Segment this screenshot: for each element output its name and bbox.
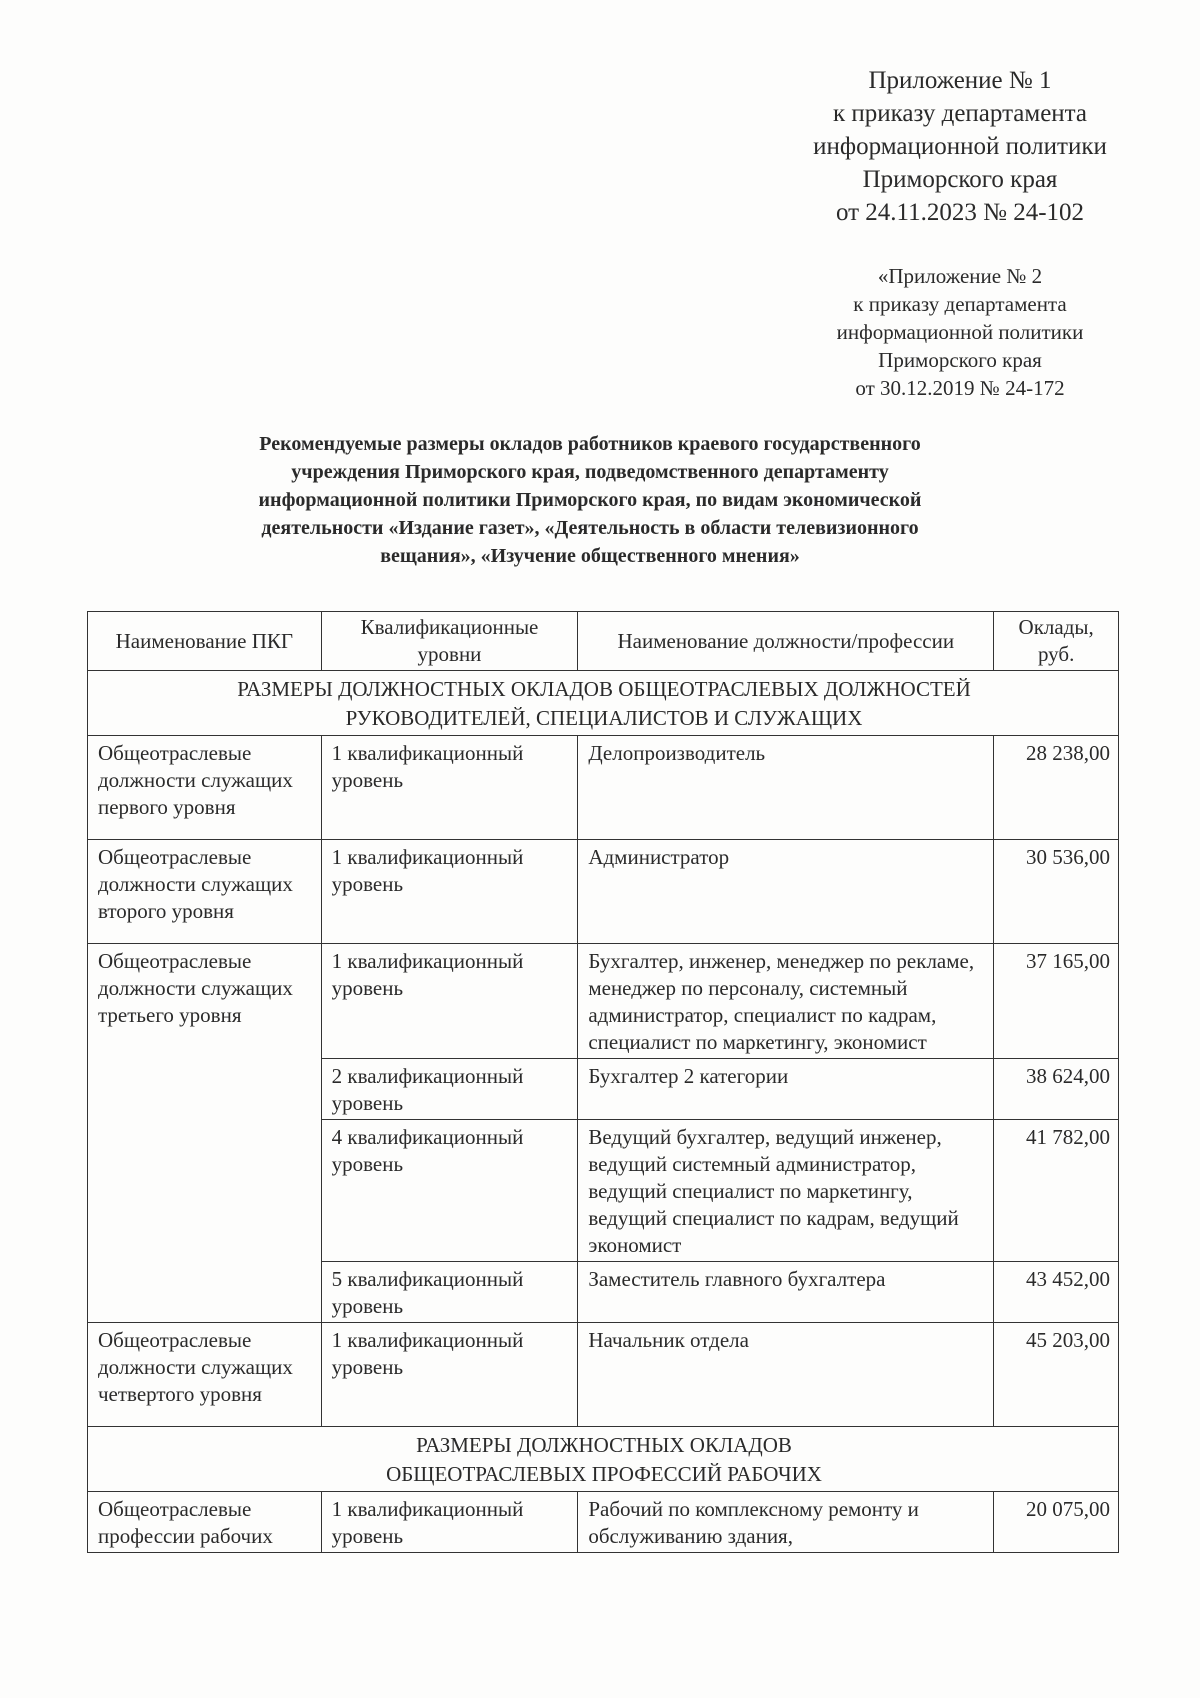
appendix-1-line: Приложение № 1	[868, 67, 1052, 94]
header-position: Наименование должности/профессии	[578, 612, 994, 671]
appendix-1-header	[780, 64, 1140, 229]
section-2-line: РАЗМЕРЫ ДОЛЖНОСТНЫХ ОКЛАДОВ	[416, 1433, 792, 1457]
level-cell: 5 квалификационный уровень	[321, 1262, 578, 1323]
position-cell: Бухгалтер 2 категории	[578, 1059, 994, 1120]
title-line: учреждения Приморского края, подведомственного департаменту	[291, 461, 889, 483]
salary-cell: 28 238,00	[994, 736, 1119, 840]
header-salary: Оклады, руб.	[994, 612, 1119, 671]
position-cell: Бухгалтер, инженер, менеджер по рекламе, менеджер по персоналу, системный администратор, специалист по кадрам, специалист по маркетингу, экономист	[578, 944, 994, 1059]
section-2-heading	[88, 1427, 1119, 1492]
title-line: Рекомендуемые размеры окладов работников краевого государственного	[259, 433, 921, 455]
header-levels: Квалификационные уровни	[321, 612, 578, 671]
appendix-1-line: информационной политики	[813, 133, 1107, 160]
table-row	[88, 736, 1119, 840]
salary-cell: 30 536,00	[994, 840, 1119, 944]
position-cell: Начальник отдела	[578, 1323, 994, 1427]
level-cell: 1 квалификационный уровень	[321, 840, 578, 944]
level-cell: 2 квалификационный уровень	[321, 1059, 578, 1120]
appendix-1-line: к приказу департамента	[832, 100, 1088, 127]
pkg-cell: Общеотраслевые профессии рабочих	[88, 1492, 322, 1553]
appendix-2-header	[790, 262, 1130, 402]
section-1-heading	[88, 671, 1119, 736]
section-1-line: РАЗМЕРЫ ДОЛЖНОСТНЫХ ОКЛАДОВ ОБЩЕОТРАСЛЕВЫХ ДОЛЖНОСТЕЙ	[237, 677, 971, 701]
title-line: вещания», «Изучение общественного мнения»	[380, 545, 800, 567]
salary-cell: 45 203,00	[994, 1323, 1119, 1427]
section-2-line: ОБЩЕОТРАСЛЕВЫХ ПРОФЕССИЙ РАБОЧИХ	[386, 1462, 822, 1486]
table-header-row	[88, 612, 1119, 671]
appendix-2-line: Приморского края	[878, 348, 1042, 372]
header-pkg: Наименование ПКГ	[88, 612, 322, 671]
position-cell: Рабочий по комплексному ремонту и обслуживанию здания,	[578, 1492, 994, 1553]
pkg-cell: Общеотраслевые должности служащих четвертого уровня	[88, 1323, 322, 1427]
table-row	[88, 944, 1119, 1059]
salary-cell: 38 624,00	[994, 1059, 1119, 1120]
pkg-cell: Общеотраслевые должности служащих третьего уровня	[88, 944, 322, 1323]
position-cell: Делопроизводитель	[578, 736, 994, 840]
level-cell: 1 квалификационный уровень	[321, 1323, 578, 1427]
table-row	[88, 840, 1119, 944]
table-row	[88, 1323, 1119, 1427]
appendix-1-line: Приморского края	[862, 166, 1058, 193]
appendix-2-line: к приказу департамента	[853, 292, 1067, 316]
pkg-cell: Общеотраслевые должности служащих первого уровня	[88, 736, 322, 840]
salary-cell: 37 165,00	[994, 944, 1119, 1059]
position-cell: Заместитель главного бухгалтера	[578, 1262, 994, 1323]
pkg-cell: Общеотраслевые должности служащих второго уровня	[88, 840, 322, 944]
section-row	[88, 1427, 1119, 1492]
appendix-2-line: «Приложение № 2	[877, 264, 1043, 288]
title-line: информационной политики Приморского края, по видам экономической	[258, 489, 922, 511]
level-cell: 1 квалификационный уровень	[321, 736, 578, 840]
salary-cell: 41 782,00	[994, 1120, 1119, 1262]
document-title	[150, 430, 1030, 570]
level-cell: 4 квалификационный уровень	[321, 1120, 578, 1262]
section-1-line: РУКОВОДИТЕЛЕЙ, СПЕЦИАЛИСТОВ И СЛУЖАЩИХ	[345, 706, 863, 730]
appendix-2-line: информационной политики	[836, 320, 1084, 344]
position-cell: Ведущий бухгалтер, ведущий инженер, ведущий системный администратор, ведущий специалист по маркетингу, ведущий специалист по кадрам, ведущий экономист	[578, 1120, 994, 1262]
level-cell: 1 квалификационный уровень	[321, 944, 578, 1059]
section-row	[88, 671, 1119, 736]
level-cell: 1 квалификационный уровень	[321, 1492, 578, 1553]
table-row	[88, 1492, 1119, 1553]
salary-cell: 20 075,00	[994, 1492, 1119, 1553]
salary-table	[87, 611, 1119, 1553]
title-line: деятельности «Издание газет», «Деятельность в области телевизионного	[261, 517, 919, 539]
position-cell: Администратор	[578, 840, 994, 944]
appendix-2-date: от 30.12.2019 № 24-172	[855, 376, 1065, 400]
salary-cell: 43 452,00	[994, 1262, 1119, 1323]
appendix-1-date: от 24.11.2023 № 24-102	[835, 199, 1085, 226]
